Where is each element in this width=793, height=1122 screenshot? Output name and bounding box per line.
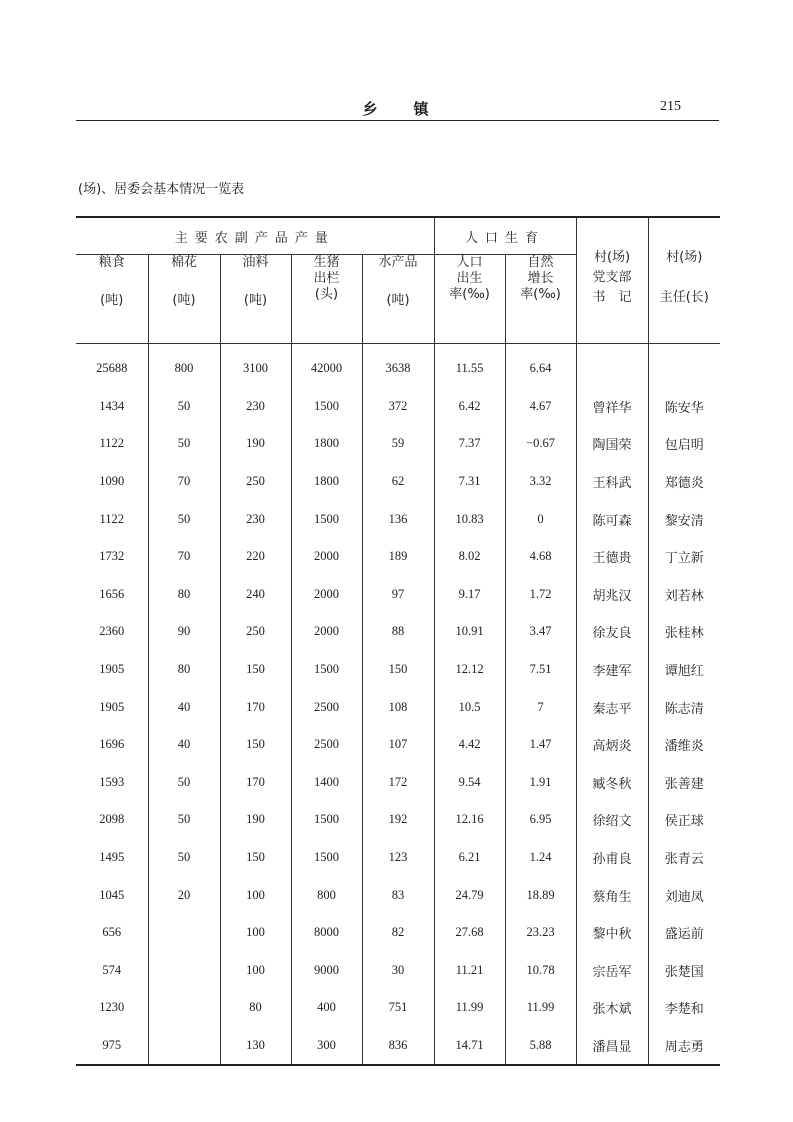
- table-cell: [148, 914, 220, 952]
- table-cell: 836: [362, 1027, 434, 1066]
- header-aquatic-label: 水产品: [378, 255, 418, 270]
- header-secretary-l3: 书 记: [592, 290, 632, 305]
- table-cell: 1400: [291, 764, 362, 802]
- table-cell: 100: [220, 914, 291, 952]
- table-cell-name: 张青云: [648, 839, 720, 877]
- table-cell: 4.67: [505, 388, 576, 426]
- table-cell: 1656: [99, 586, 125, 601]
- table-cell: 975: [102, 1037, 122, 1052]
- table-cell: 59: [362, 425, 434, 463]
- header-aquatic-unit: (吨): [386, 293, 410, 308]
- table-cell-name: 陈可森: [576, 500, 648, 538]
- table-cell: 1905: [99, 699, 125, 714]
- table-row: [76, 576, 720, 614]
- header-growth-l1: 自然: [527, 255, 554, 270]
- table-row: [76, 839, 720, 877]
- table-row: [76, 538, 720, 576]
- table-cell: 83: [362, 876, 434, 914]
- header-cotton: [148, 255, 220, 344]
- table-cell-name: 丁立新: [648, 538, 720, 576]
- table-row: [76, 952, 720, 990]
- table-cell: 97: [362, 576, 434, 614]
- table-cell: 136: [362, 500, 434, 538]
- table-cell: 1500: [291, 839, 362, 877]
- table-row: [76, 1027, 720, 1066]
- table-cell-name: 郑德炎: [648, 463, 720, 501]
- table-cell: 1122: [99, 511, 125, 526]
- table-cell: 6.64: [505, 344, 576, 388]
- table-cell: 1905: [99, 662, 125, 677]
- table-cell-name: [648, 344, 720, 388]
- table-cell: 1434: [99, 398, 125, 413]
- header-growth-l2: 增长: [527, 271, 554, 286]
- header-birth-l3: 率(‰): [449, 287, 490, 302]
- table-cell: 1.47: [505, 726, 576, 764]
- table-cell: 3.32: [505, 463, 576, 501]
- table-row: [76, 651, 720, 689]
- header-growth-rate: [505, 255, 576, 344]
- table-cell: 1495: [99, 850, 125, 865]
- table-cell: 220: [220, 538, 291, 576]
- table-cell: 130: [220, 1027, 291, 1066]
- table-cell: 23.23: [505, 914, 576, 952]
- header-production: 主要农副产品产量: [76, 217, 434, 255]
- table-cell: [148, 952, 220, 990]
- table-cell: 2360: [99, 624, 125, 639]
- table-cell: 240: [220, 576, 291, 614]
- table-row: [76, 388, 720, 426]
- table-cell: 1696: [99, 737, 125, 752]
- table-cell: 50: [148, 839, 220, 877]
- table-cell: 250: [220, 613, 291, 651]
- table-row: [76, 463, 720, 501]
- table-cell: 170: [220, 764, 291, 802]
- table-cell: 190: [220, 801, 291, 839]
- table-cell: 80: [148, 651, 220, 689]
- table-cell: 11.21: [434, 952, 505, 990]
- table-cell: 50: [148, 764, 220, 802]
- table-cell-name: 王科武: [576, 463, 648, 501]
- header-pig-l3: (头): [314, 287, 339, 302]
- table-cell: 108: [362, 688, 434, 726]
- table-cell-name: 宗岳军: [576, 952, 648, 990]
- table-cell-name: 潘昌显: [576, 1027, 648, 1066]
- table-body: [76, 344, 720, 1066]
- table-cell: 400: [291, 989, 362, 1027]
- table-cell: 2000: [291, 613, 362, 651]
- table-cell-name: 臧冬秋: [576, 764, 648, 802]
- table-cell: 10.91: [434, 613, 505, 651]
- data-table: [76, 216, 720, 1066]
- table-cell: 800: [148, 344, 220, 388]
- table-cell: 2500: [291, 688, 362, 726]
- header-birth-l1: 人口: [456, 255, 483, 270]
- table-cell: 1.72: [505, 576, 576, 614]
- header-director: [648, 217, 720, 344]
- table-cell: 11.99: [505, 989, 576, 1027]
- table-cell: 107: [362, 726, 434, 764]
- table-cell-name: 张善建: [648, 764, 720, 802]
- table-cell-name: 侯正球: [648, 801, 720, 839]
- table-row: [76, 764, 720, 802]
- table-cell: 7.31: [434, 463, 505, 501]
- table-row: [76, 989, 720, 1027]
- table-cell: 1.24: [505, 839, 576, 877]
- header-cotton-unit: (吨): [172, 293, 196, 308]
- table-cell-name: 包启明: [648, 425, 720, 463]
- header-grain: [76, 255, 148, 344]
- table-cell: 800: [291, 876, 362, 914]
- table-cell: 50: [148, 500, 220, 538]
- table-cell: 18.89: [505, 876, 576, 914]
- table-cell: 40: [148, 726, 220, 764]
- table-cell: 42000: [291, 344, 362, 388]
- table-cell: 11.99: [434, 989, 505, 1027]
- table-row: [76, 726, 720, 764]
- table-cell: 0: [505, 500, 576, 538]
- table-cell: 20: [148, 876, 220, 914]
- header-grain-label: 粮食: [98, 255, 125, 270]
- table-cell: 1500: [291, 651, 362, 689]
- header-oil-label: 油料: [242, 255, 269, 270]
- table-cell-name: 曾祥华: [576, 388, 648, 426]
- table-cell: 50: [148, 425, 220, 463]
- table-cell: 1500: [291, 500, 362, 538]
- table-cell-name: 盛运前: [648, 914, 720, 952]
- table-cell: −0.67: [505, 425, 576, 463]
- table-cell: 574: [102, 962, 122, 977]
- table-cell: 189: [362, 538, 434, 576]
- table-cell: 4.68: [505, 538, 576, 576]
- table-cell: 150: [220, 651, 291, 689]
- table-cell: 2500: [291, 726, 362, 764]
- header-birth-l2: 出生: [456, 271, 483, 286]
- table-cell-name: 周志勇: [648, 1027, 720, 1066]
- header-director-l1: 村(场): [666, 250, 703, 265]
- table-cell: 170: [220, 688, 291, 726]
- table-cell: 150: [362, 651, 434, 689]
- table-cell: 6.95: [505, 801, 576, 839]
- table-cell-name: 徐绍文: [576, 801, 648, 839]
- table-cell: 230: [220, 500, 291, 538]
- table-cell: 8000: [291, 914, 362, 952]
- table-cell: 1.91: [505, 764, 576, 802]
- table-cell: 80: [220, 989, 291, 1027]
- table-cell: 8.02: [434, 538, 505, 576]
- table-cell-name: 徐友良: [576, 613, 648, 651]
- table-cell: 250: [220, 463, 291, 501]
- header-secretary: [576, 217, 648, 344]
- table-cell: 7.51: [505, 651, 576, 689]
- table-cell: 2098: [99, 812, 125, 827]
- table-row: [76, 801, 720, 839]
- table-cell: 24.79: [434, 876, 505, 914]
- table-cell-name: 高炳炎: [576, 726, 648, 764]
- table-cell: 751: [362, 989, 434, 1027]
- table-cell: 9.17: [434, 576, 505, 614]
- table-cell: 9000: [291, 952, 362, 990]
- header-birth-rate: [434, 255, 505, 344]
- header-oil: [220, 255, 291, 344]
- table-cell-name: 谭旭红: [648, 651, 720, 689]
- table-cell: 6.42: [434, 388, 505, 426]
- table-cell-name: 刘若林: [648, 576, 720, 614]
- table-cell-name: 陶国荣: [576, 425, 648, 463]
- header-secretary-l1: 村(场): [593, 250, 631, 265]
- table-cell: 1045: [99, 887, 125, 902]
- table-cell: 88: [362, 613, 434, 651]
- header-cotton-label: 棉花: [170, 255, 197, 270]
- table-cell: [148, 989, 220, 1027]
- table-cell-name: 刘迪凤: [648, 876, 720, 914]
- table-cell: 1500: [291, 388, 362, 426]
- table-cell: 2000: [291, 576, 362, 614]
- table-cell: [148, 1027, 220, 1066]
- table-cell: 3638: [362, 344, 434, 388]
- table-cell-name: 秦志平: [576, 688, 648, 726]
- table-cell: 82: [362, 914, 434, 952]
- table-row: [76, 425, 720, 463]
- table-cell: 50: [148, 388, 220, 426]
- table-row: [76, 688, 720, 726]
- table-row: [76, 876, 720, 914]
- table-cell: 100: [220, 952, 291, 990]
- table-cell: 10.5: [434, 688, 505, 726]
- table-title: (场)、居委会基本情况一览表: [78, 182, 245, 197]
- table-cell-name: 陈志清: [648, 688, 720, 726]
- header-char-2: 镇: [413, 100, 431, 118]
- table-cell: 7.37: [434, 425, 505, 463]
- table-cell: 80: [148, 576, 220, 614]
- table-cell: 11.55: [434, 344, 505, 388]
- table-cell: 10.78: [505, 952, 576, 990]
- table-cell: 1732: [99, 549, 125, 564]
- table-cell: 1800: [291, 463, 362, 501]
- table-cell: 12.12: [434, 651, 505, 689]
- table-cell: 90: [148, 613, 220, 651]
- header-population: 人口生育: [434, 217, 576, 255]
- header-growth-l3: 率(‰): [520, 287, 561, 302]
- table-cell: 30: [362, 952, 434, 990]
- table-cell: 9.54: [434, 764, 505, 802]
- table-cell: 1090: [99, 474, 125, 489]
- table-cell: 1500: [291, 801, 362, 839]
- table-cell-name: 张木斌: [576, 989, 648, 1027]
- table-cell: 3.47: [505, 613, 576, 651]
- table-cell: 2000: [291, 538, 362, 576]
- header-pig: [291, 255, 362, 344]
- table-cell-name: 黎安清: [648, 500, 720, 538]
- header-rule: [76, 120, 719, 121]
- header-pig-l2: 出栏: [313, 271, 340, 286]
- table-cell: 192: [362, 801, 434, 839]
- table-cell: 40: [148, 688, 220, 726]
- table-cell: 62: [362, 463, 434, 501]
- table-cell: 150: [220, 839, 291, 877]
- table-cell-name: 蔡角生: [576, 876, 648, 914]
- table-cell-name: [576, 344, 648, 388]
- table-cell: 27.68: [434, 914, 505, 952]
- table-row: [76, 613, 720, 651]
- table-cell-name: 胡兆汉: [576, 576, 648, 614]
- table-cell-name: 潘维炎: [648, 726, 720, 764]
- table-cell-name: 李楚和: [648, 989, 720, 1027]
- header-secretary-l2: 党支部: [592, 270, 632, 285]
- page-number: 215: [660, 99, 681, 114]
- table-cell: 123: [362, 839, 434, 877]
- table-cell: 70: [148, 538, 220, 576]
- table-cell-name: 黎中秋: [576, 914, 648, 952]
- table-cell: 1593: [99, 774, 125, 789]
- table-cell: 70: [148, 463, 220, 501]
- table-row: [76, 344, 720, 388]
- table-cell: 1122: [99, 436, 125, 451]
- table-cell: 10.83: [434, 500, 505, 538]
- table-cell: 12.16: [434, 801, 505, 839]
- table-cell: 150: [220, 726, 291, 764]
- table-cell: 656: [102, 925, 122, 940]
- table-cell: 14.71: [434, 1027, 505, 1066]
- table-cell: 100: [220, 876, 291, 914]
- table-cell: 4.42: [434, 726, 505, 764]
- table-cell: 25688: [96, 361, 128, 376]
- table-row: [76, 914, 720, 952]
- table-cell: 190: [220, 425, 291, 463]
- table-cell: 7: [505, 688, 576, 726]
- table-cell: 372: [362, 388, 434, 426]
- table-row: [76, 500, 720, 538]
- table-cell: 1230: [99, 1000, 125, 1015]
- table-cell: 172: [362, 764, 434, 802]
- table-cell: 230: [220, 388, 291, 426]
- table-cell-name: 张楚国: [648, 952, 720, 990]
- table-cell: 5.88: [505, 1027, 576, 1066]
- header-director-l2: 主任(长): [659, 290, 709, 305]
- header-aquatic: [362, 255, 434, 344]
- header-grain-unit: (吨): [100, 293, 124, 308]
- table-cell-name: 孙甫良: [576, 839, 648, 877]
- table-cell: 3100: [220, 344, 291, 388]
- table-cell: 1800: [291, 425, 362, 463]
- header-oil-unit: (吨): [243, 293, 268, 308]
- table-cell-name: 陈安华: [648, 388, 720, 426]
- header-pig-l1: 生猪: [313, 255, 340, 270]
- table-cell: 6.21: [434, 839, 505, 877]
- table-cell: 300: [291, 1027, 362, 1066]
- table-cell-name: 李建军: [576, 651, 648, 689]
- table-cell: 50: [148, 801, 220, 839]
- table-cell-name: 张桂林: [648, 613, 720, 651]
- header-char-1: 乡: [362, 100, 380, 118]
- table-cell-name: 王德贵: [576, 538, 648, 576]
